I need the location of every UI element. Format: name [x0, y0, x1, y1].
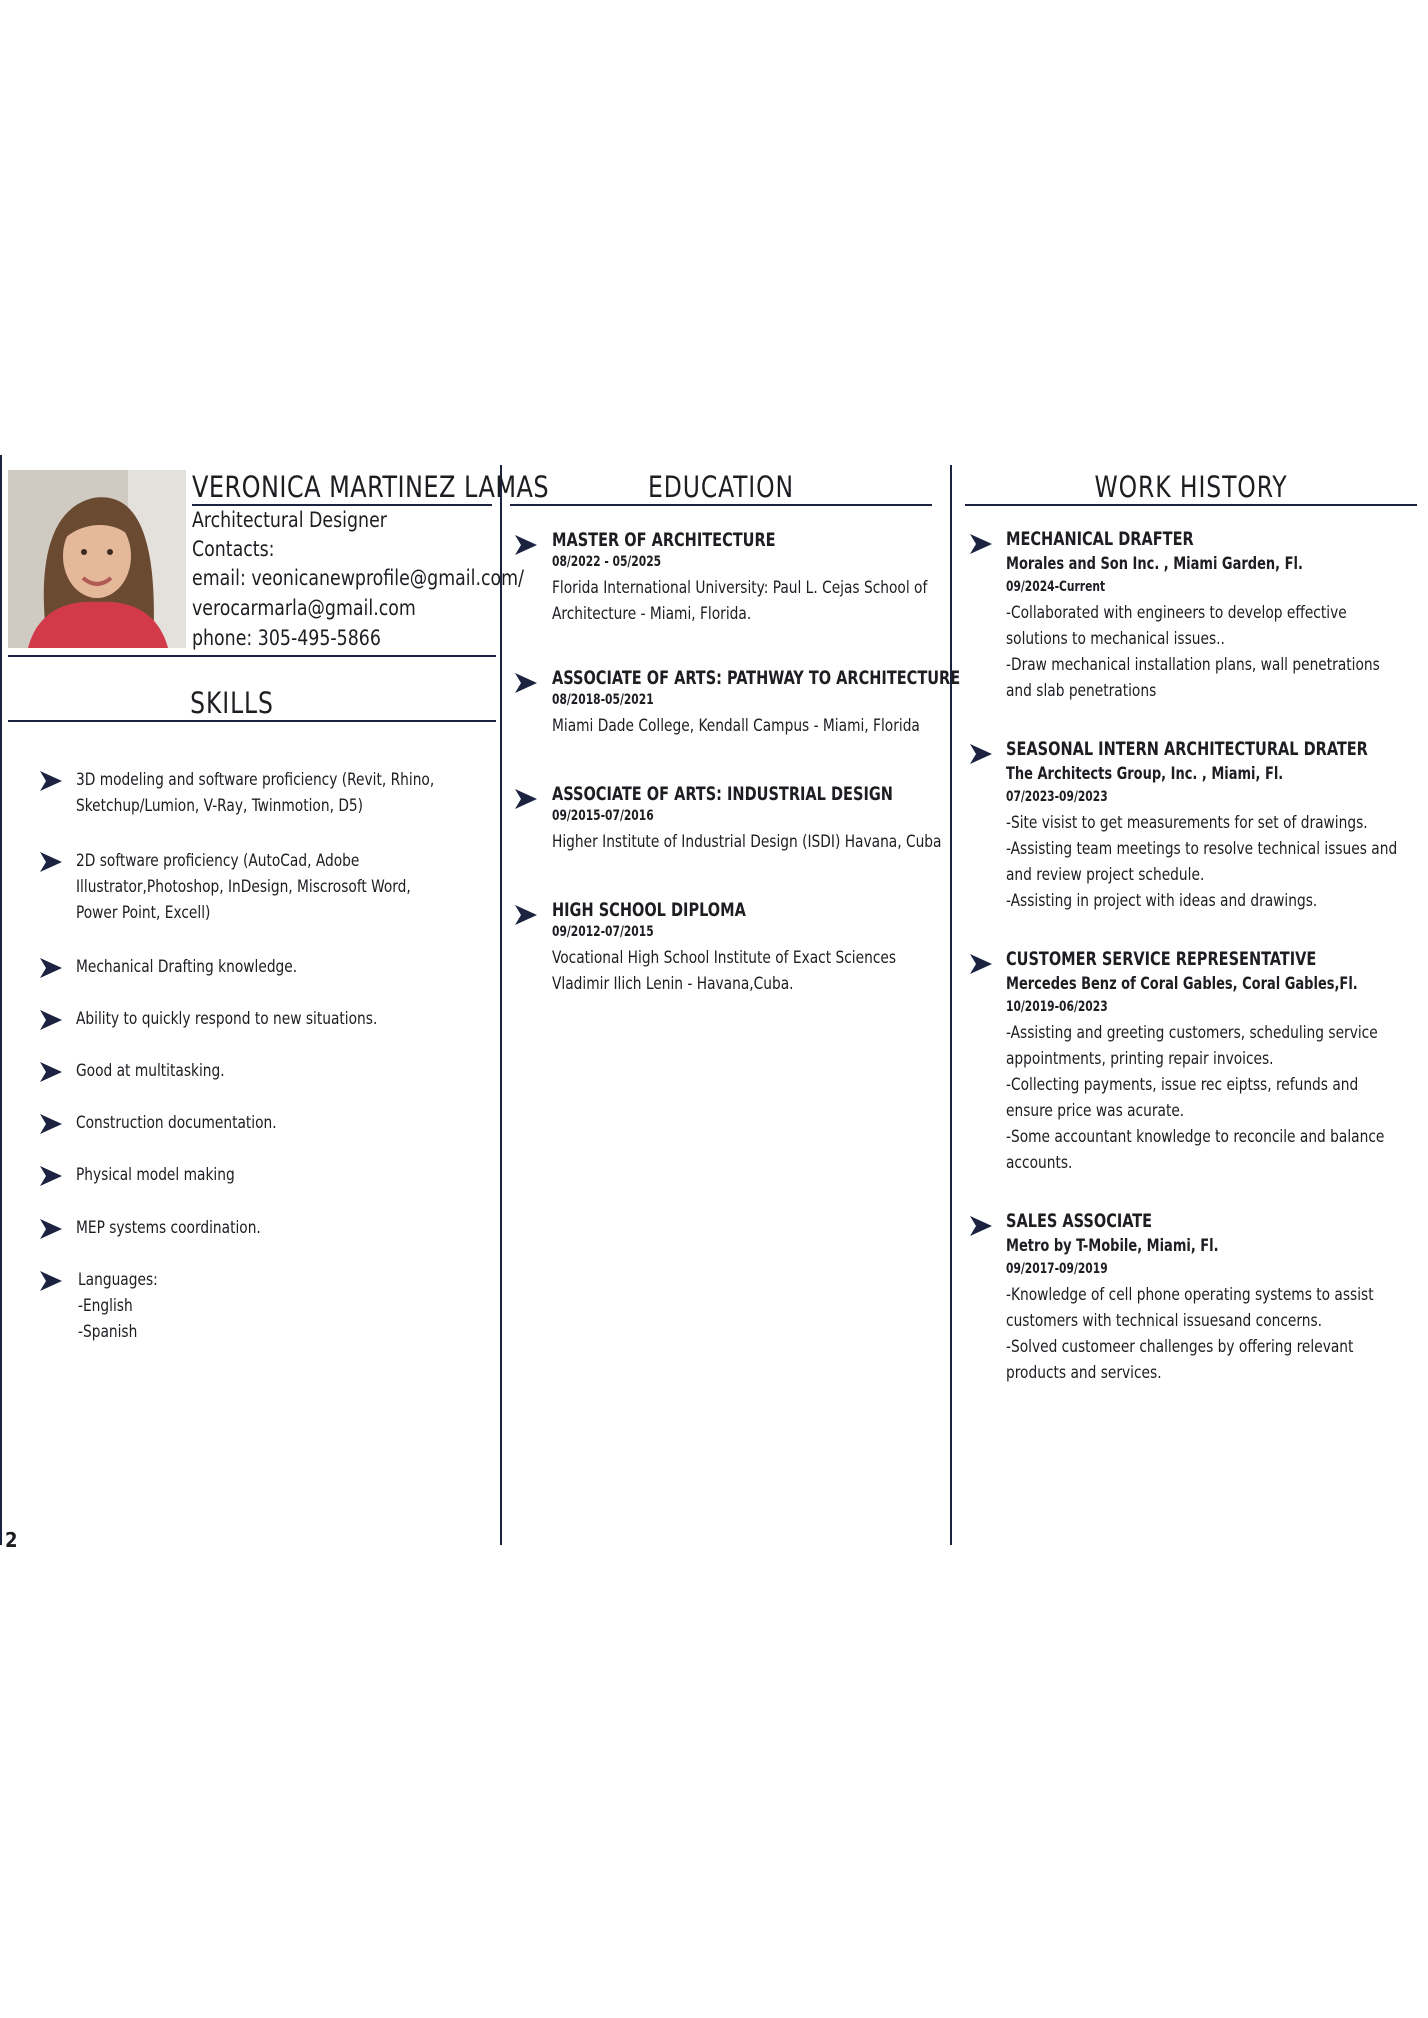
education-detail: Miami Dade College, Kendall Campus - Miami, Florida: [552, 716, 920, 736]
arrow-bullet-icon: [970, 1216, 992, 1236]
education-degree: ASSOCIATE OF ARTS: INDUSTRIAL DESIGN: [552, 783, 893, 805]
arrow-bullet-icon: [40, 852, 62, 872]
job-company: The Architects Group, Inc. , Miami, Fl.: [1006, 764, 1284, 784]
arrow-bullet-icon: [40, 1062, 62, 1082]
education-detail: Vocational High School Institute of Exact Sciences: [552, 948, 897, 968]
education-degree: ASSOCIATE OF ARTS: PATHWAY TO ARCHITECTURE: [552, 667, 961, 689]
arrow-bullet-icon: [515, 535, 537, 555]
page-number: 2: [5, 1528, 18, 1552]
job-position: MECHANICAL DRAFTER: [1006, 528, 1194, 550]
arrow-bullet-icon: [40, 1166, 62, 1186]
header-underline: [192, 504, 492, 506]
person-name: VERONICA MARTINEZ LAMAS: [192, 470, 550, 504]
job-detail: products and services.: [1006, 1363, 1162, 1383]
arrow-bullet-icon: [40, 958, 62, 978]
arrow-bullet-icon: [515, 789, 537, 809]
column-divider-1: [500, 465, 502, 1545]
skill-item-6: Construction documentation.: [76, 1113, 277, 1133]
column-divider-2: [950, 465, 952, 1545]
arrow-bullet-icon: [515, 673, 537, 693]
email-line-2[interactable]: verocarmarla@gmail.com: [192, 596, 416, 620]
job-detail: and review project schedule.: [1006, 865, 1205, 885]
skill-item-8: MEP systems coordination.: [76, 1218, 261, 1238]
job-detail: accounts.: [1006, 1153, 1073, 1173]
skill-item-4: Ability to quickly respond to new situations.: [76, 1009, 378, 1029]
education-detail: Architecture - Miami, Florida.: [552, 604, 752, 624]
job-detail: appointments, printing repair invoices.: [1006, 1049, 1274, 1069]
job-position: SEASONAL INTERN ARCHITECTURAL DRATER: [1006, 738, 1368, 760]
education-dates: 09/2012-07/2015: [552, 924, 654, 940]
job-detail: -Solved customeer challenges by offering relevant: [1006, 1337, 1354, 1357]
education-dates: 08/2018-05/2021: [552, 692, 654, 708]
job-dates: 07/2023-09/2023: [1006, 789, 1108, 805]
job-detail: -Knowledge of cell phone operating systems to assist: [1006, 1285, 1374, 1305]
job-dates: 09/2017-09/2019: [1006, 1261, 1108, 1277]
arrow-bullet-icon: [40, 771, 62, 791]
job-position: SALES ASSOCIATE: [1006, 1210, 1153, 1232]
job-detail: -Assisting team meetings to resolve technical issues and: [1006, 839, 1398, 859]
skill-item-2: 2D software proficiency (AutoCad, Adobe Illustrator,Photoshop, InDesign, Miscrosoft Word, Power Point, Excell): [76, 851, 411, 923]
job-role: Architectural Designer: [192, 508, 387, 532]
education-detail: Vladimir Ilich Lenin - Havana,Cuba.: [552, 974, 794, 994]
arrow-bullet-icon: [40, 1010, 62, 1030]
arrow-bullet-icon: [40, 1219, 62, 1239]
job-detail: and slab penetrations: [1006, 681, 1157, 701]
arrow-bullet-icon: [970, 744, 992, 764]
left-border-line: [0, 455, 2, 1545]
skill-item-5: Good at multitasking.: [76, 1061, 225, 1081]
job-detail: ensure price was acurate.: [1006, 1101, 1185, 1121]
education-dates: 08/2022 - 05/2025: [552, 554, 662, 570]
education-detail: Florida International University: Paul L. Cejas School of: [552, 578, 928, 598]
job-detail: solutions to mechanical issues..: [1006, 629, 1225, 649]
education-dates: 09/2015-07/2016: [552, 808, 654, 824]
education-degree: MASTER OF ARCHITECTURE: [552, 529, 776, 551]
job-company: Mercedes Benz of Coral Gables, Coral Gables,Fl.: [1006, 974, 1358, 994]
skills-underline: [8, 720, 496, 722]
education-detail: Higher Institute of Industrial Design (ISDI) Havana, Cuba: [552, 832, 942, 852]
language-item: -English: [78, 1296, 133, 1316]
skill-item-3: Mechanical Drafting knowledge.: [76, 957, 298, 977]
arrow-bullet-icon: [40, 1114, 62, 1134]
header-bottom-line: [8, 655, 496, 657]
job-position: CUSTOMER SERVICE REPRESENTATIVE: [1006, 948, 1317, 970]
job-detail: -Assisting and greeting customers, scheduling service: [1006, 1023, 1378, 1043]
arrow-bullet-icon: [970, 954, 992, 974]
job-detail: -Draw mechanical installation plans, wall penetrations: [1006, 655, 1380, 675]
skills-title: SKILLS: [190, 686, 274, 720]
skill-item-1: 3D modeling and software proficiency (Revit, Rhino, Sketchup/Lumion, V-Ray, Twinmotion, D5): [76, 770, 435, 816]
contacts-label: Contacts:: [192, 537, 275, 561]
education-degree: HIGH SCHOOL DIPLOMA: [552, 899, 746, 921]
job-dates: 09/2024-Current: [1006, 579, 1106, 595]
work-underline: [965, 504, 1417, 506]
arrow-bullet-icon: [515, 905, 537, 925]
job-dates: 10/2019-06/2023: [1006, 999, 1108, 1015]
job-detail: -Collecting payments, issue rec eiptss, refunds and: [1006, 1075, 1359, 1095]
education-title: EDUCATION: [648, 470, 794, 504]
job-detail: -Assisting in project with ideas and drawings.: [1006, 891, 1318, 911]
email-line[interactable]: email: veonicanewprofile@gmail.com/: [192, 566, 524, 590]
education-underline: [510, 504, 932, 506]
arrow-bullet-icon: [40, 1271, 62, 1291]
work-history-title: WORK HISTORY: [1094, 470, 1288, 504]
job-company: Metro by T-Mobile, Miami, Fl.: [1006, 1236, 1219, 1256]
job-detail: -Site visist to get measurements for set of drawings.: [1006, 813, 1368, 833]
job-detail: -Some accountant knowledge to reconcile and balance: [1006, 1127, 1385, 1147]
profile-photo: [8, 470, 186, 648]
job-company: Morales and Son Inc. , Miami Garden, Fl.: [1006, 554, 1303, 574]
languages-label: Languages:: [78, 1270, 158, 1290]
arrow-bullet-icon: [970, 534, 992, 554]
job-detail: customers with technical issuesand concerns.: [1006, 1311, 1323, 1331]
skill-item-7: Physical model making: [76, 1165, 235, 1185]
phone-line[interactable]: phone: 305-495-5866: [192, 626, 381, 650]
language-item: -Spanish: [78, 1322, 138, 1342]
job-detail: -Collaborated with engineers to develop effective: [1006, 603, 1347, 623]
